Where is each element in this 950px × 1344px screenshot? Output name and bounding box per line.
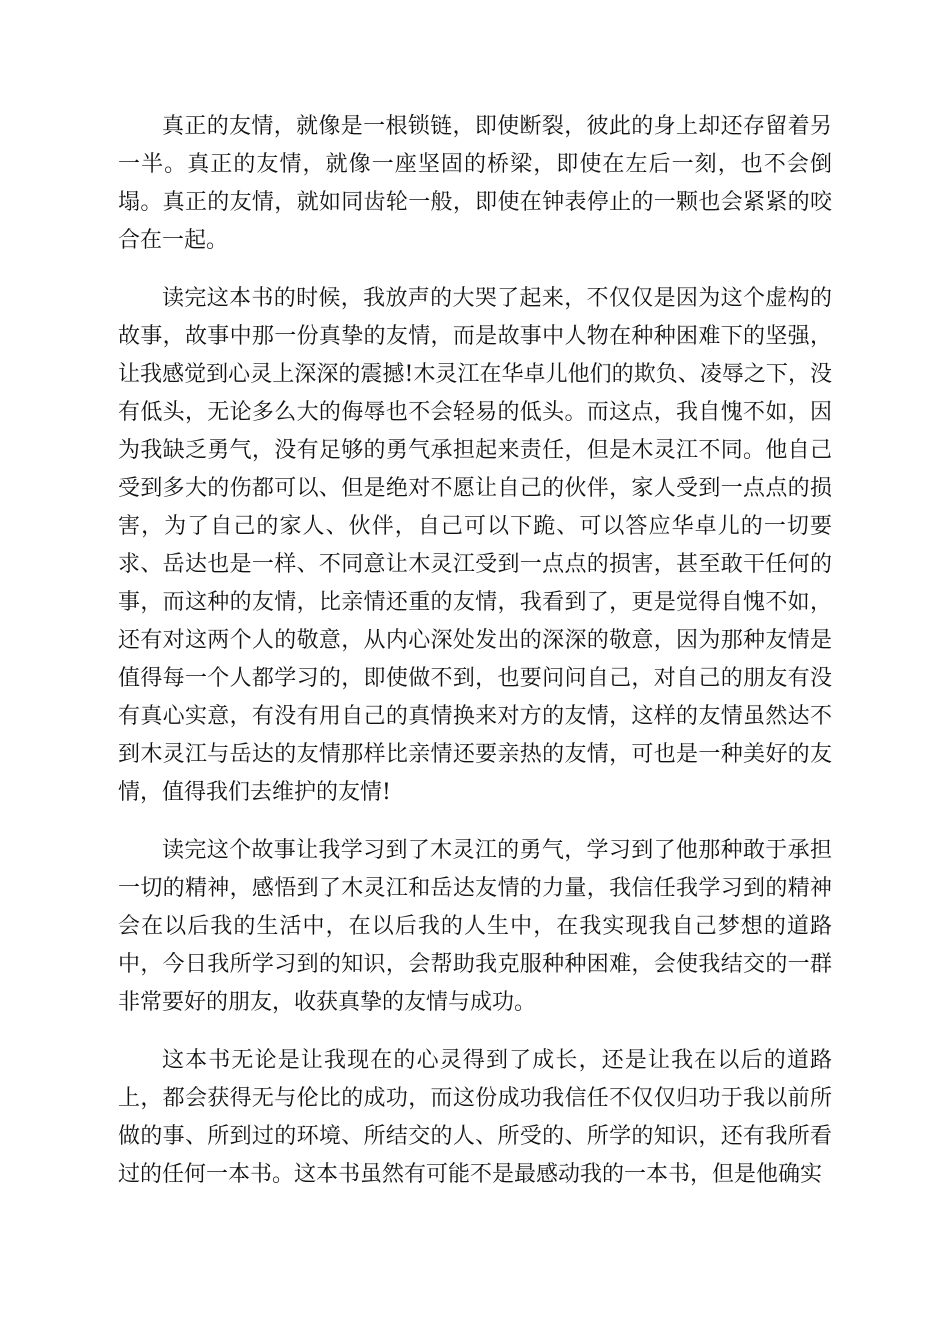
paragraph-growth-conclusion: 这本书无论是让我现在的心灵得到了成长，还是让我在以后的道路上，都会获得无与伦比的成功，而这份成功我信任不仅仅归功于我以前所做的事、所到过的环境、所结交的人、所受的、所学的知识，还有我所看过的任何一本书。这本书虽然有可能不是最感动我的一本书，但是他确实 — [118, 1048, 832, 1187]
document-page — [118, 108, 832, 1214]
paragraph-lessons-learned: 读完这个故事让我学习到了木灵江的勇气，学习到了他那种敢于承担一切的精神，感悟到了木灵江和岳达友情的力量，我信任我学习到的精神会在以后我的生活中，在以后我的人生中，在我实现我自己梦想的道路中，今日我所学习到的知识，会帮助我克服种种困难，会使我结交的一群非常要好的朋友，收获真挚的友情与成功。 — [118, 838, 832, 1015]
paragraph-reading-reflection: 读完这本书的时候，我放声的大哭了起来，不仅仅是因为这个虚构的故事，故事中那一份真挚的友情，而是故事中人物在种种困难下的坚强，让我感觉到心灵上深深的震撼!木灵江在华卓儿他们的欺负、凌辱之下，没有低头，无论多么大的侮辱也不会轻易的低头。而这点，我自愧不如，因为我缺乏勇气，没有足够的勇气承担起来责任，但是木灵江不同。他自己受到多大的伤都可以、但是绝对不愿让自己的伙伴，家人受到一点点的损害，为了自己的家人、伙伴，自己可以下跪、可以答应华卓儿的一切要求、岳达也是一样、不同意让木灵江受到一点点的损害，甚至敢干任何的事，而这种的友情，比亲情还重的友情，我看到了，更是觉得自愧不如，还有对这两个人的敬意，从内心深处发出的深深的敬意，因为那种友情是值得每一个人都学习的，即使做不到，也要问问自己，对自己的朋友有没有真心实意，有没有用自己的真情换来对方的友情，这样的友情虽然达不到木灵江与岳达的友情那样比亲情还要亲热的友情，可也是一种美好的友情，值得我们去维护的友情! — [118, 286, 832, 805]
paragraph-friendship-metaphor: 真正的友情，就像是一根锁链，即使断裂，彼此的身上却还存留着另一半。真正的友情，就像一座坚固的桥梁，即使在左后一刻，也不会倒塌。真正的友情，就如同齿轮一般，即使在钟表停止的一颗也会紧紧的咬合在一起。 — [118, 114, 832, 253]
